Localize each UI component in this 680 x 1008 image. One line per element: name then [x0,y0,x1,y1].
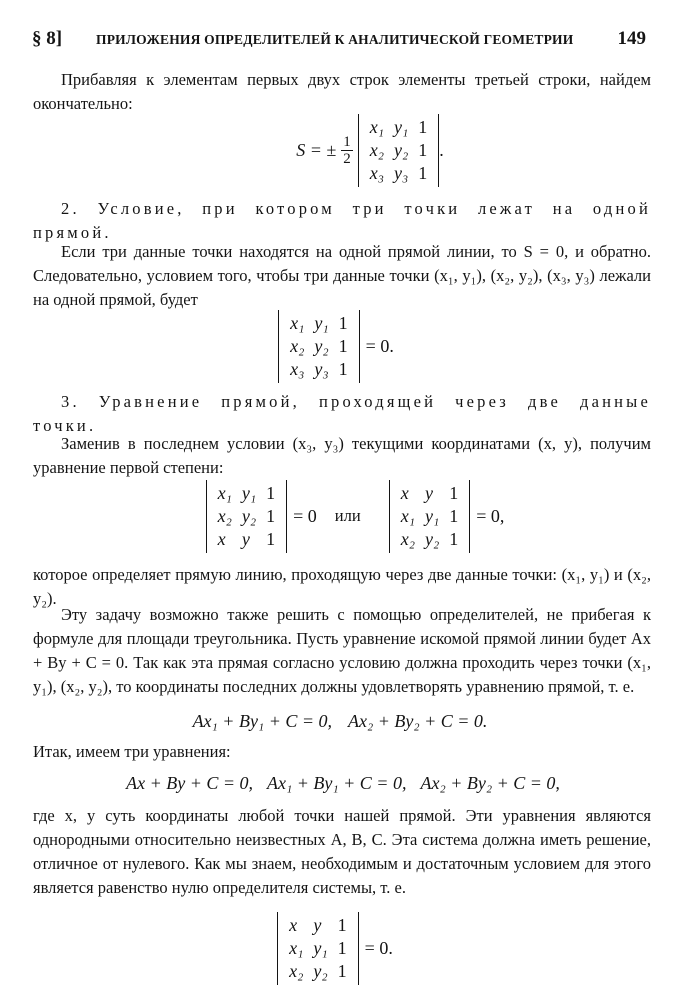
equation-area [0,110,680,190]
fraction-numerator: 1 [343,133,351,150]
det-cell: y [241,528,250,549]
running-title: ПРИЛОЖЕНИЯ ОПРЕДЕЛИТЕЛЕЙ К АНАЛИТИЧЕСКОЙ ГЕОМЕТРИИ [96,32,574,47]
det-row [284,960,352,983]
det-row [213,482,281,505]
det-cell: 1 [338,358,348,379]
det-cell: y₂ [394,139,409,160]
det-cell: 1 [337,960,347,981]
det-cell: x₃ [290,358,305,379]
det-row [396,482,464,505]
det-row [213,505,281,528]
paragraph-4: которое определяет прямую линию, проходящую через две данные точки: (x₁, y₁) и (x₂, y₂). [33,565,651,608]
equation-two-a: Ax₁ + By₁ + C = 0, [192,710,332,731]
equation-two-points [0,708,680,734]
det-cell: y₂ [313,960,328,981]
section-3-heading: 3. Уравнение прямой, проходящей через две данные точки. [33,392,651,435]
paragraph-2: Если три данные точки находятся на одной прямой линии, то S = 0, и обратно. Следовательно, условием того, чтобы три данные точки (x₁, y₁), (x₂, y₂), (x₃, y₃) лежали на одной прямой, будет [33,242,651,309]
det-cell: 1 [418,116,428,137]
det-row [365,139,433,162]
det-row [285,358,353,381]
det-cell: 1 [337,937,347,958]
det-cell: x₁ [290,312,305,333]
equation-collinear [0,306,680,386]
det-cell: x₂ [289,960,304,981]
determinant-collinear [278,310,360,383]
det-row [284,914,352,937]
det-cell: x₁ [369,116,385,137]
determinant-area [358,114,440,187]
det-cell: x₂ [369,139,385,160]
determinant-final [277,912,359,985]
det-cell: x₂ [290,335,305,356]
det-cell: 1 [418,139,428,160]
equation-collinear-rhs: = 0. [365,335,394,356]
det-row [285,335,353,358]
det-cell: y₁ [241,482,257,503]
equation-three-c: Ax₂ + By₂ + C = 0, [420,772,560,793]
det-cell: x₂ [400,528,415,549]
paragraph-7: где x, y суть координаты любой точки нашей прямой. Эти уравнения являются однородными относительно неизвестных A, B, C. Эта система должна иметь решение, отличное от нулевого. Как мы знаем, необходимым и достаточным условием для этого является равенство нулю определителя системы, т. е. [33,806,651,897]
det-cell: x₁ [217,482,232,503]
determinant-line-b [389,480,471,553]
paragraph-3: Заменив в последнем условии (x₃, y₃) текущими координатами (x, y), получим уравнение первой степени: [33,434,651,477]
det-cell: x₁ [289,937,304,958]
det-cell: 1 [338,335,348,356]
equation-line [0,476,680,556]
det-cell: 1 [418,162,428,183]
equation-area-lhs: S = ± [296,139,337,160]
det-row [396,505,464,528]
det-cell: 1 [266,528,276,549]
det-row [396,528,464,551]
equation-line-rhs-1: = 0 [293,505,317,526]
det-cell: y₂ [314,335,329,356]
det-row [285,312,353,335]
section-marker: § 8] [32,28,63,49]
det-row [365,116,433,139]
det-cell: 1 [337,914,347,935]
det-cell: x₃ [369,162,385,183]
det-cell: y₃ [314,358,329,379]
paragraph-1: Прибавляя к элементам первых двух строк элементы третьей строки, найдем окончательно: [33,70,651,113]
det-cell: y₁ [313,937,328,958]
page-number: 149 [617,28,646,49]
fraction-half [341,134,353,167]
det-cell: x [217,528,226,549]
det-cell: x₁ [400,505,415,526]
equation-final [0,908,680,988]
det-cell: x₂ [217,505,232,526]
equation-three-b: Ax₁ + By₁ + C = 0, [267,772,407,793]
determinant-line-a [206,480,288,553]
det-cell: y₂ [241,505,257,526]
det-row [213,528,281,551]
det-row [365,162,433,185]
det-cell: x [400,482,409,503]
det-cell: 1 [266,505,276,526]
det-cell: y [424,482,433,503]
equation-two-b: Ax₂ + By₂ + C = 0. [348,710,488,731]
equation-three [0,770,680,796]
det-cell: 1 [338,312,348,333]
det-cell: 1 [266,482,276,503]
det-cell: 1 [449,482,459,503]
paragraph-6: Итак, имеем три уравнения: [33,742,231,761]
running-header [32,28,646,54]
det-row [284,937,352,960]
equation-line-or: или [334,506,361,525]
section-2-heading: 2. Условие, при котором три точки лежат на одной прямой. [33,199,651,242]
det-cell: y₂ [424,528,440,549]
det-cell: y₁ [394,116,409,137]
det-cell: 1 [449,528,459,549]
equation-area-end: . [439,139,444,160]
equation-line-rhs-2: = 0, [476,505,505,526]
det-cell: y [313,914,322,935]
fraction-denominator: 2 [343,150,351,167]
det-cell: 1 [449,505,459,526]
det-cell: y₃ [394,162,409,183]
equation-three-a: Ax + By + C = 0, [126,772,254,793]
equation-final-rhs: = 0. [364,937,393,958]
det-cell: y₁ [424,505,440,526]
paragraph-5: Эту задачу возможно также решить с помощью определителей, не прибегая к формуле для площади треугольника. Пусть уравнение искомой прямой линии будет Ax + By + C = 0. Так как эта прямая согласно условию должна проходить через точки (x₁, y₁), (x₂, y₂), то координаты последних должны удовлетворять уравнению прямой, т. е. [33,605,651,696]
det-cell: y₁ [314,312,329,333]
det-cell: x [289,914,298,935]
